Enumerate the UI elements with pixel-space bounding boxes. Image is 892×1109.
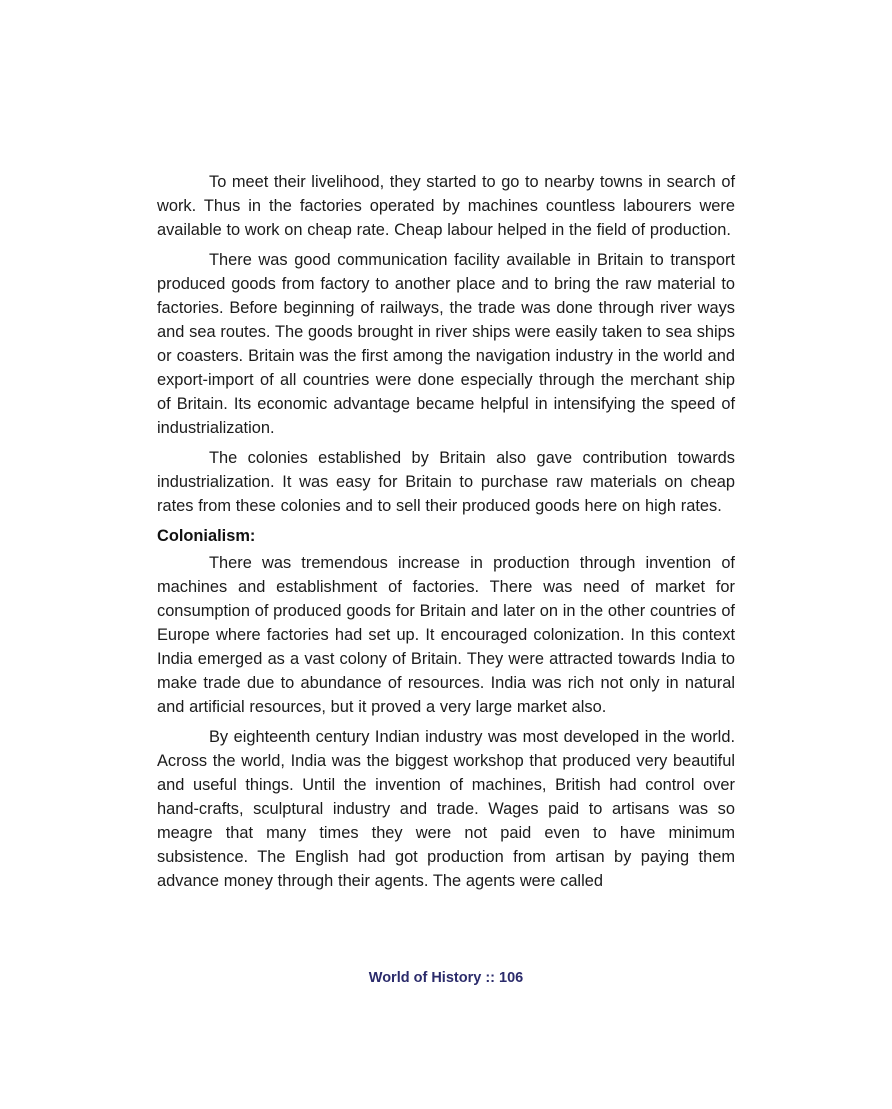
page-footer: World of History :: 106 <box>368 970 524 986</box>
paragraph-colonization: There was tremendous increase in production through invention of machines and establishment of factories. There was need of market for consumption of produced goods for Britain and later on in the other countries of Europe where factories had set up. It encouraged colonization. In this context India emerged as a vast colony of Britain. They were attracted towards India to make trade due to abundance of resources. India was rich not only in natural and artificial resources, but it proved a very large market also. <box>157 554 735 716</box>
paragraph-indian-industry: By eighteenth century Indian industry was most developed in the world. Across the world, India was the biggest workshop that produced very beautiful and useful things. Until the invention of machines, British had control over hand-crafts, sculptural industry and trade. Wages paid to artisans was so meagre that many times they were not paid even to have minimum subsistence. The English had got production from artisan by paying them advance money through their agents. The agents were called <box>157 728 735 890</box>
section-heading-colonialism: Colonialism: <box>157 527 256 545</box>
page-body <box>157 170 735 899</box>
paragraph-livelihood: To meet their livelihood, they started to go to nearby towns in search of work. Thus in the factories operated by machines countless labourers were available to work on cheap rate. Cheap labour helped in the field of production. <box>157 173 735 239</box>
paragraph-communication: There was good communication facility available in Britain to transport produced goods from factory to another place and to bring the raw material to factories. Before beginning of railways, the trade was done through river ways and sea routes. The goods brought in river ships were easily taken to sea ships or coasters. Britain was the first among the navigation industry in the world and export-import of all countries were done especially through the merchant ship of Britain. Its economic advantage became helpful in intensifying the speed of industrialization. <box>157 251 735 437</box>
paragraph-colonies: The colonies established by Britain also gave contribution towards industrialization. It was easy for Britain to purchase raw materials on cheap rates from these colonies and to sell their produced goods here on high rates. <box>157 449 735 515</box>
